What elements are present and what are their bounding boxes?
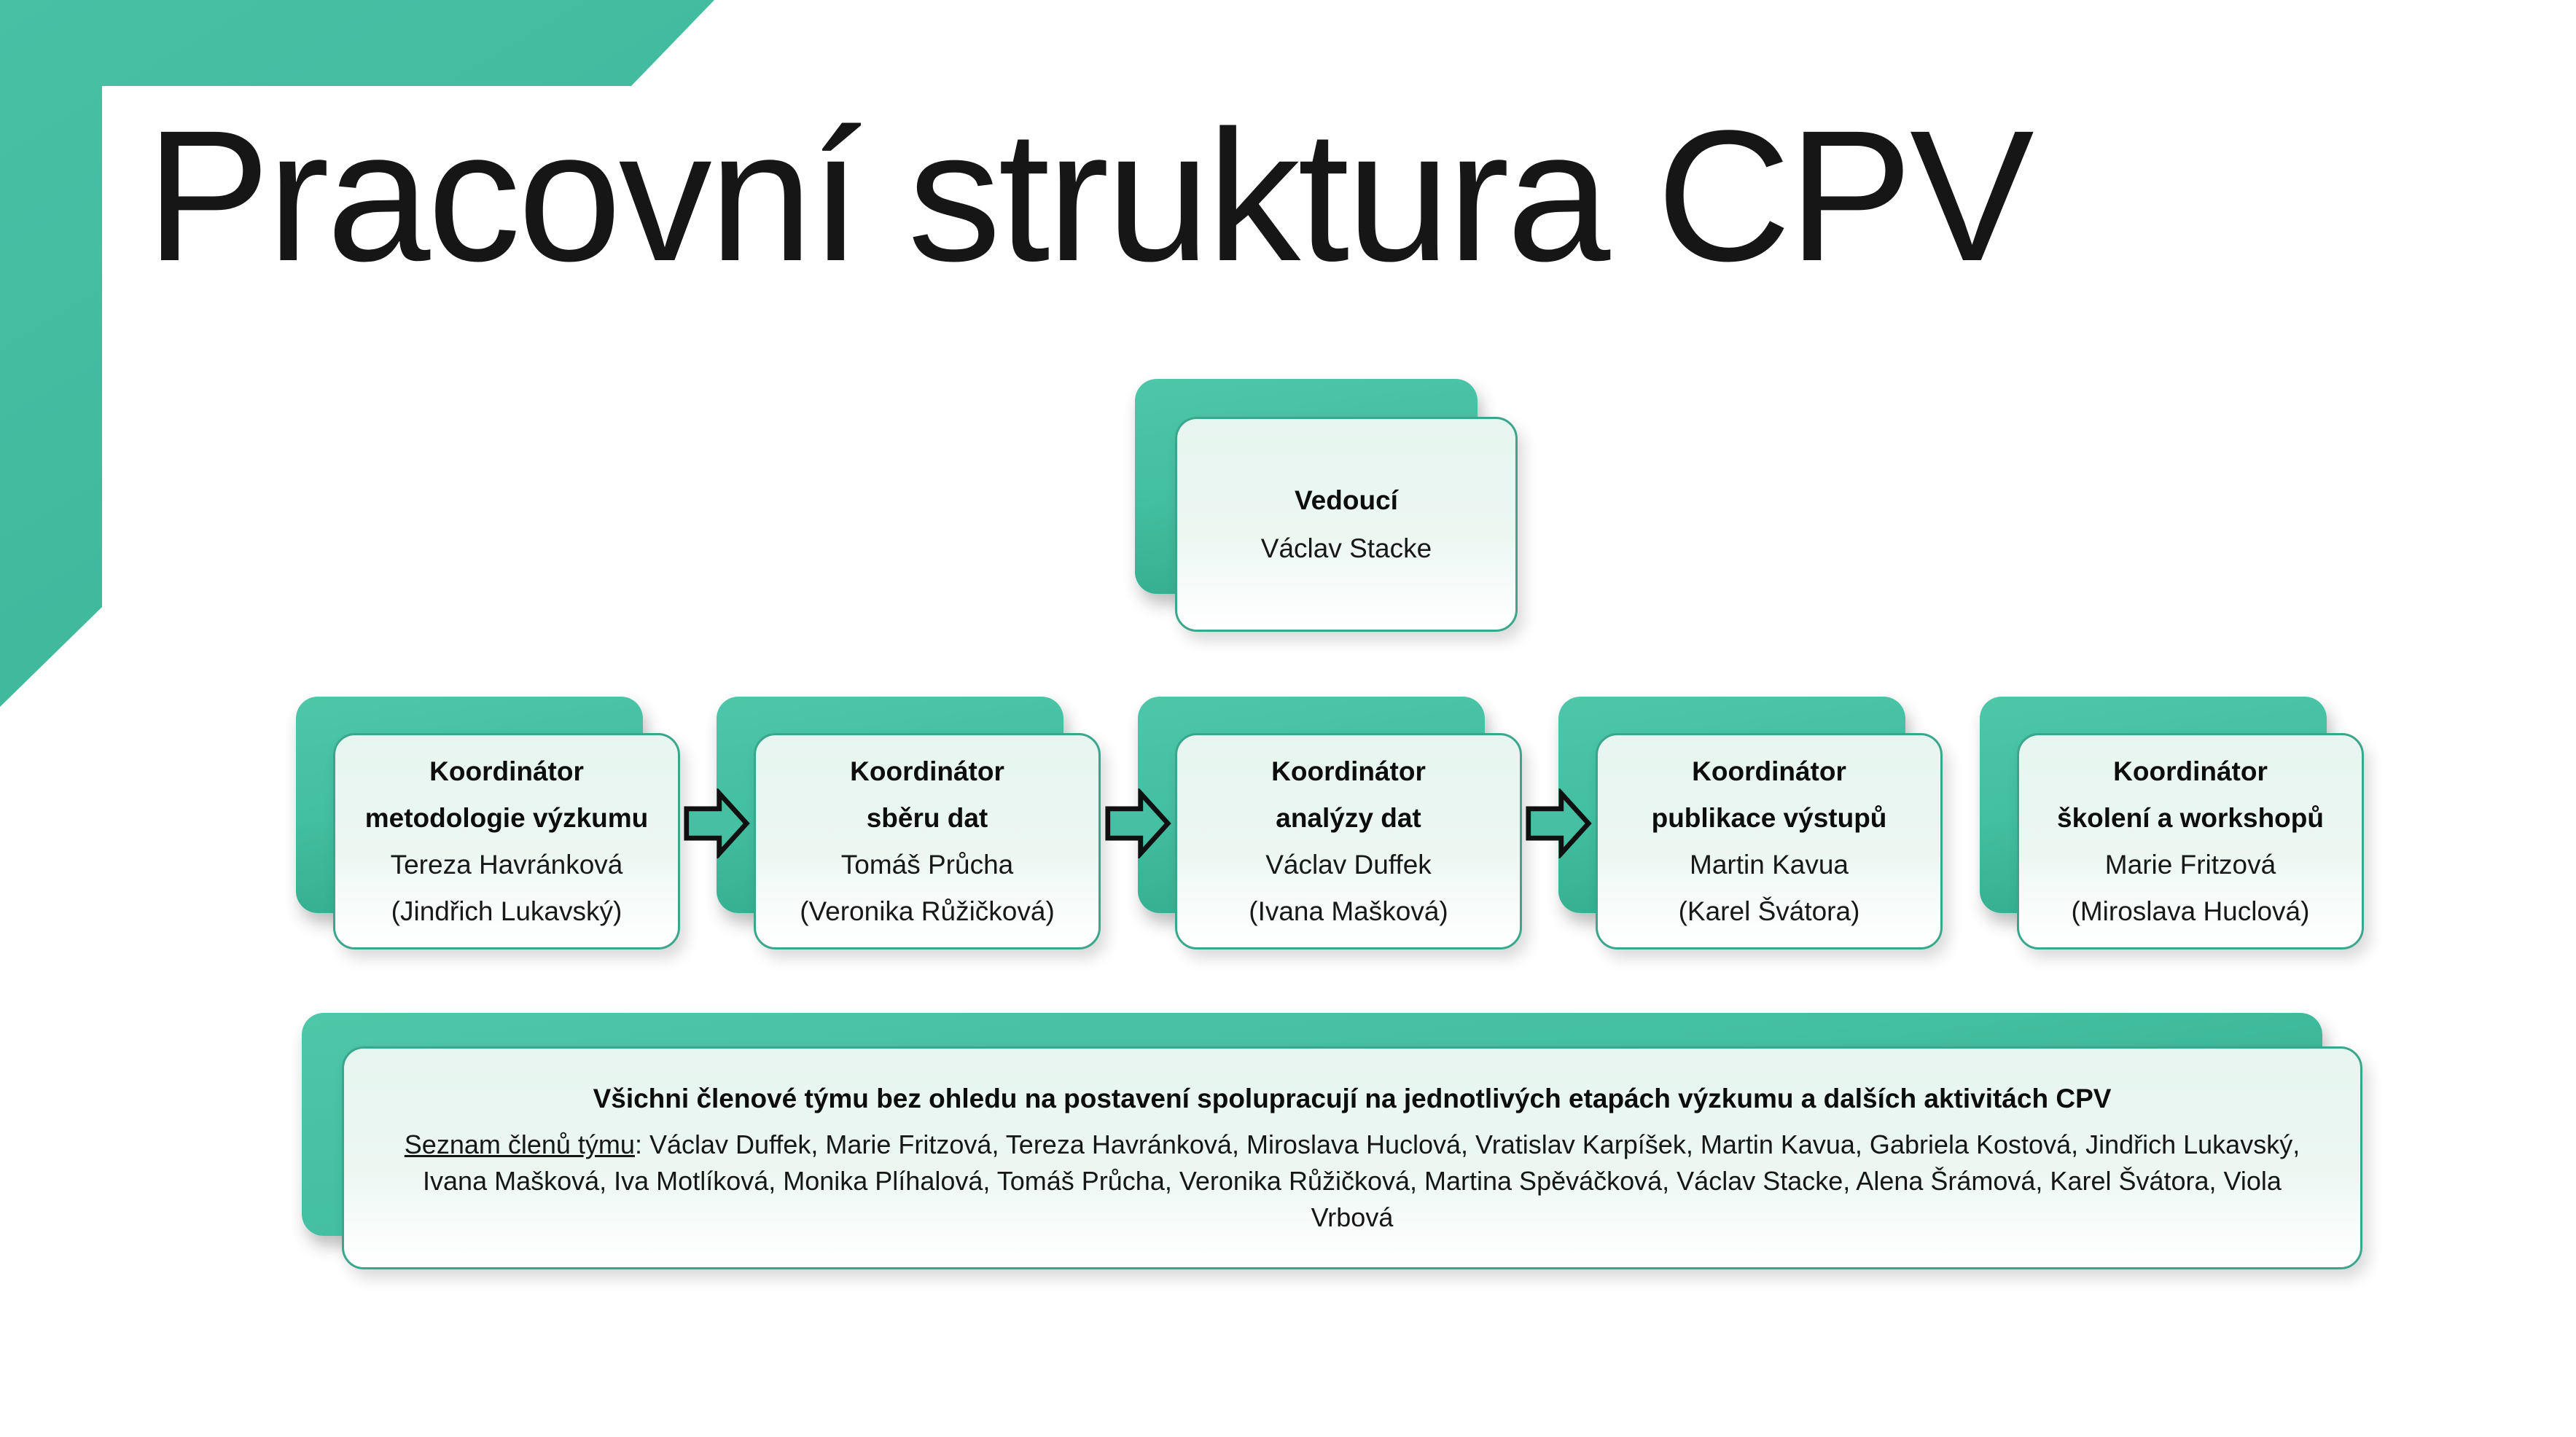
page-title: Pracovní struktura CPV: [146, 92, 2031, 300]
coordinator-card-4-box: [1596, 733, 1943, 949]
card-name: Václav Duffek: [1265, 849, 1432, 880]
card-name: Martin Kavua: [1690, 849, 1849, 880]
card-role-line: Koordinátor: [2113, 756, 2268, 786]
team-note-card: [302, 1013, 2365, 1272]
coordinator-card-5-box: [2017, 733, 2364, 949]
card-role-line: publikace výstupů: [1651, 802, 1887, 833]
leader-name: Václav Stacke: [1260, 533, 1432, 563]
card-role-line: sběru dat: [866, 802, 988, 833]
card-deputy: (Veronika Růžičková): [800, 896, 1055, 926]
card-role-line: analýzy dat: [1276, 802, 1421, 833]
note-heading: Všichni členové týmu bez ohledu na postavení spolupracují na jednotlivých etapách výzkumu a dalších aktivitách CPV: [593, 1084, 2112, 1113]
card-role-line: Koordinátor: [429, 756, 584, 786]
leader-role: Vedoucí: [1295, 485, 1398, 515]
card-role-line: Koordinátor: [850, 756, 1004, 786]
card-deputy: (Miroslava Huclová): [2071, 896, 2310, 926]
card-name: Tereza Havránková: [390, 849, 623, 880]
leader-card-box: [1175, 417, 1518, 632]
card-deputy: (Jindřich Lukavský): [391, 896, 622, 926]
coordinator-card-2-box: [754, 733, 1101, 949]
flow-arrow-icon: [683, 788, 750, 858]
card-role-line: Koordinátor: [1692, 756, 1846, 786]
coordinator-card-4: [1558, 697, 1943, 949]
card-deputy: (Karel Švátora): [1678, 896, 1860, 926]
flow-arrow-icon: [1525, 788, 1592, 858]
team-note-card-box: [342, 1046, 2362, 1269]
coordinator-card-3: [1138, 697, 1522, 949]
coordinator-card-1: [296, 697, 680, 949]
card-name: Tomáš Průcha: [840, 849, 1014, 880]
coordinator-card-3-box: [1175, 733, 1522, 949]
members-list-separator: :: [634, 1129, 649, 1159]
coordinator-card-5: [1980, 697, 2364, 949]
members-list: Václav Duffek, Marie Fritzová, Tereza Havránková, Miroslava Huclová, Vratislav Karpíšek, Martin Kavua, Gabriela Kostová, Jindřich Lukavský, Ivana Mašková, Iva Motlíková, Monika Plíhalová, Tomáš Průcha, Veronika Růžičková, Martina Spěváčková, Václav Stacke, Alena Šrámová, Karel Švátora, Viola Vrbová: [423, 1129, 2300, 1232]
card-deputy: (Ivana Mašková): [1249, 896, 1448, 926]
flow-arrow-icon: [1104, 788, 1171, 858]
card-role-line: Koordinátor: [1271, 756, 1426, 786]
note-members: [395, 1127, 2309, 1236]
members-list-label: Seznam členů týmu: [404, 1129, 635, 1159]
coordinator-card-1-box: [333, 733, 680, 949]
card-role-line: školení a workshopů: [2057, 802, 2324, 833]
card-role-line: metodologie výzkumu: [364, 802, 649, 833]
leader-card: [1135, 379, 1518, 632]
coordinator-card-2: [717, 697, 1101, 949]
card-name: Marie Fritzová: [2104, 849, 2276, 880]
